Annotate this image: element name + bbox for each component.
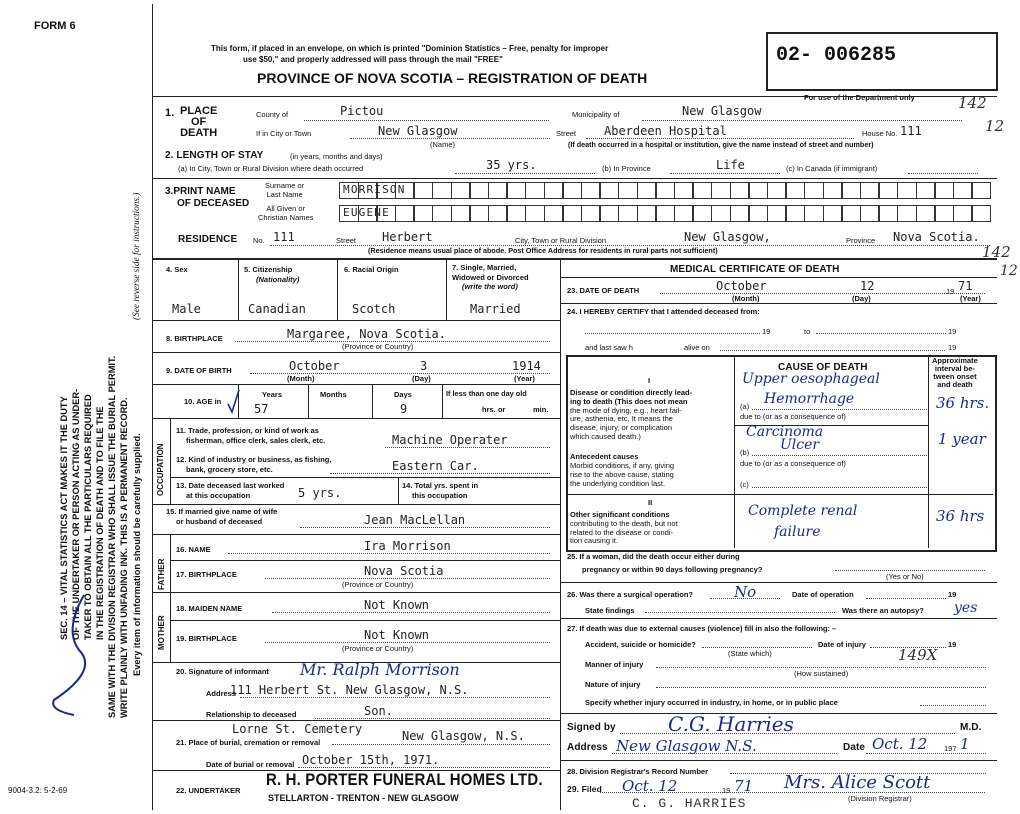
letter-box — [767, 205, 787, 222]
letter-box — [655, 205, 675, 222]
informant-address: 111 Herbert St. New Glasgow, N.S. — [230, 683, 469, 697]
mother-birthplace: Not Known — [364, 628, 430, 642]
dept-use-label: For use of the Department only — [804, 93, 915, 102]
letter-box — [692, 205, 712, 222]
physician-name-stamp: C. G. HARRIES — [632, 796, 747, 811]
mother-name: Not Known — [364, 598, 430, 612]
letter-box — [897, 182, 917, 199]
age-years: 57 — [254, 402, 269, 416]
letter-box — [934, 182, 954, 199]
letter-box — [804, 182, 824, 199]
dob-year: 1914 — [512, 359, 541, 373]
age-days: 9 — [400, 402, 408, 416]
letter-box — [953, 205, 973, 222]
residence-number: 111 — [273, 230, 295, 244]
form-title: PROVINCE OF NOVA SCOTIA – REGISTRATION OF DEATH — [257, 70, 648, 86]
letter-box — [395, 205, 415, 222]
death-year: 71 — [958, 279, 973, 293]
letter-box — [971, 205, 991, 222]
letter-box — [451, 205, 471, 222]
letter-box — [971, 182, 991, 199]
father-side-label: FATHER — [157, 558, 166, 590]
undertaker-stamp: R. H. PORTER FUNERAL HOMES LTD. — [266, 770, 543, 789]
burial-place-town: New Glasgow, N.S. — [402, 729, 525, 743]
letter-box — [581, 205, 601, 222]
letter-box — [544, 205, 564, 222]
letter-box — [841, 182, 861, 199]
letter-box — [785, 205, 805, 222]
medical-title: MEDICAL CERTIFICATE OF DEATH — [670, 264, 840, 275]
letter-box — [599, 205, 619, 222]
letter-box — [711, 205, 731, 222]
informant-relationship: Son. — [364, 704, 393, 718]
residence-city: New Glasgow, — [684, 230, 771, 244]
filed-year: 71 — [734, 777, 754, 795]
place-num: 1. — [165, 107, 175, 119]
municipality-value: New Glasgow — [682, 104, 762, 118]
interval-b: 1 year — [938, 430, 986, 448]
side-instructions-4: (See reverse side for instructions.) — [132, 192, 142, 320]
autopsy-answer: yes — [954, 600, 978, 616]
residence-province: Nova Scotia. — [893, 230, 980, 244]
undertaker-stamp-towns: STELLARTON - TRENTON - NEW GLASGOW — [268, 793, 459, 803]
interval-a: 36 hrs. — [936, 394, 990, 412]
letter-box — [432, 205, 452, 222]
letter-box — [804, 205, 824, 222]
letter-box — [637, 205, 657, 222]
father-name: Ira Morrison — [364, 539, 451, 553]
letter-box — [823, 182, 843, 199]
notice-line-2: use $50," and properly addressed will pass through the mail "FREE" — [243, 55, 503, 64]
interval-ii: 36 hrs — [936, 507, 985, 525]
spouse-value: Jean MacLellan — [364, 513, 466, 527]
letter-box — [730, 205, 750, 222]
letter-box — [953, 182, 973, 199]
county-value: Pictou — [340, 104, 384, 118]
letter-box — [562, 182, 582, 199]
signed-date: Oct. 12 — [872, 735, 928, 753]
industry-value: Eastern Car. — [392, 459, 479, 473]
stay-city-value: 35 yrs. — [486, 158, 537, 172]
letter-box — [674, 182, 694, 199]
letter-box — [748, 205, 768, 222]
given-name-value: EUGENE — [343, 206, 390, 219]
dob-month: October — [289, 359, 340, 373]
birthplace-value: Margaree, Nova Scotia. — [287, 327, 446, 341]
letter-box — [860, 205, 880, 222]
letter-box — [506, 205, 526, 222]
death-day: 12 — [860, 279, 875, 293]
pencil-note: 12 — [985, 117, 1005, 135]
pencil-note: 142 — [982, 243, 1011, 261]
city-value: New Glasgow — [378, 124, 458, 138]
letter-box — [860, 182, 880, 199]
letter-box — [916, 205, 936, 222]
physician-address: New Glasgow N.S. — [616, 737, 757, 755]
cause-b-line1: Carcinoma — [746, 424, 824, 440]
letter-box — [637, 182, 657, 199]
letter-box — [841, 205, 861, 222]
father-birthplace: Nova Scotia — [364, 564, 444, 578]
residence-street: Herbert — [382, 230, 433, 244]
sex-value: Male — [172, 302, 201, 316]
letter-box — [599, 182, 619, 199]
letter-box — [544, 182, 564, 199]
letter-box — [618, 182, 638, 199]
form-label: FORM 6 — [34, 20, 76, 32]
physician-signature: C.G. Harries — [668, 712, 794, 736]
burial-date: October 15th, 1971. — [302, 753, 440, 767]
letter-box — [581, 182, 601, 199]
letter-box — [655, 182, 675, 199]
house-number: 111 — [900, 124, 922, 138]
mother-side-label: MOTHER — [157, 615, 166, 650]
informant-signature: Mr. Ralph Morrison — [300, 660, 460, 679]
name-label: 3.PRINT NAME OF DECEASED — [165, 186, 250, 209]
handwritten-check — [226, 388, 242, 416]
burial-place: Lorne St. Cemetery — [232, 722, 363, 736]
place-label: PLACE OF DEATH — [180, 105, 218, 139]
letter-box — [748, 182, 768, 199]
surgery-answer: No — [734, 583, 757, 601]
cause-a-line2: Hemorrhage — [764, 391, 855, 407]
last-worked-value: 5 yrs. — [298, 486, 342, 500]
cause-ii-line1: Complete renal — [748, 503, 858, 519]
registration-number: 02- 006285 — [776, 44, 897, 67]
letter-box — [897, 205, 917, 222]
racial-origin-value: Scotch — [352, 302, 396, 316]
occupation-side-label: OCCUPATION — [156, 443, 165, 496]
citizenship-value: Canadian — [248, 302, 306, 316]
side-instructions-2: SAME WITH THE DIVISION REGISTRAR WHO SHALL ISSUE THE BURIAL PERMIT. WRITE PLAINLY WITH UNFADING INK. THIS IS A PERMANENT RECORD. — [107, 355, 129, 718]
letter-box — [692, 182, 712, 199]
letter-box — [506, 182, 526, 199]
occupation-value: Machine Operater — [392, 433, 508, 447]
stay-province-value: Life — [716, 158, 745, 172]
filed-date: Oct. 12 — [622, 777, 678, 795]
letter-box — [432, 182, 452, 199]
pencil-note: 149X — [898, 646, 938, 664]
letter-box — [785, 182, 805, 199]
letter-box — [488, 205, 508, 222]
letter-box — [618, 205, 638, 222]
registration-number-box — [766, 32, 998, 91]
cause-a-line1: Upper oesophageal — [742, 371, 880, 387]
letter-box — [451, 182, 471, 199]
footer-code: 9004-3.2: 5-2-69 — [8, 786, 68, 795]
notice-line-1: This form, if placed in an envelope, on which is printed "Dominion Statistics – Free, penalty for improper — [211, 44, 609, 53]
letter-box — [469, 205, 489, 222]
letter-box — [767, 182, 787, 199]
letter-box — [413, 182, 433, 199]
letter-box — [469, 182, 489, 199]
pencil-note: 142 — [958, 94, 987, 112]
letter-box — [525, 205, 545, 222]
letter-box — [878, 182, 898, 199]
letter-box — [916, 182, 936, 199]
death-month: October — [716, 279, 767, 293]
letter-box — [562, 205, 582, 222]
side-instructions-3: Every item of information should be carefully supplied. — [132, 433, 142, 676]
letter-box — [934, 205, 954, 222]
letter-box — [674, 205, 694, 222]
letter-box — [878, 205, 898, 222]
surname-value: MORRISON — [343, 183, 406, 196]
letter-box — [711, 182, 731, 199]
marital-status-value: Married — [470, 302, 521, 316]
letter-box — [488, 182, 508, 199]
residence-label: RESIDENCE — [178, 234, 238, 245]
handwritten-mark — [44, 590, 104, 720]
cause-b-line2: Ulcer — [780, 437, 820, 453]
letter-box — [730, 182, 750, 199]
letter-box — [823, 205, 843, 222]
side-instructions: SEC. 14 – VITAL STATISTICS ACT MAKES IT THE DUTY OF THE UNDERTAKER OR PERSON ACTING AS UNDER- TAKER TO OBTAIN ALL THE PARTICULARS REQUIRED IN THE REGISTRATION OF DEATH AND TO FILE THE — [59, 388, 105, 640]
street-value: Aberdeen Hospital — [604, 124, 727, 138]
letter-box — [525, 182, 545, 199]
letter-box — [413, 205, 433, 222]
stay-label: 2. LENGTH OF STAY — [165, 150, 264, 161]
pencil-note: 12 — [1000, 263, 1018, 279]
dob-day: 3 — [420, 359, 428, 373]
registrar-signature: Mrs. Alice Scott — [784, 772, 931, 793]
cause-ii-line2: failure — [774, 524, 821, 540]
